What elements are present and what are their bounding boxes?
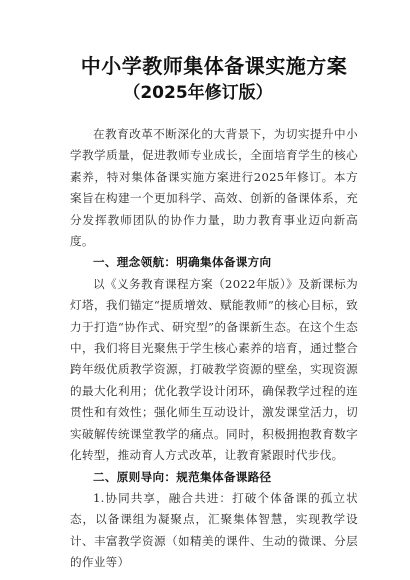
document-title: 中小学教师集体备课实施方案	[80, 54, 348, 78]
section-1-heading: 一、理念领航：明确集体备课方向	[93, 255, 272, 270]
section-2-paragraph: 1.协同共享，融合共进：打破个体备课的孤立状态，以备课组为凝聚点，汇聚集体智慧，实现教学设计、丰富教学资源（如精美的课件、生动的微课、分层的作业等）	[70, 490, 358, 570]
section-1-paragraph: 以《义务教育课程方案（2022年版）》及新课标为灯塔，我们锚定“提质增效、赋能教师”的核心目标，致力于打造“协作式、研究型”的备课新生态。在这个生态中，我们将目光聚焦于学生核心素养的培育，通过整合跨年级优质教学资源，打破教学资源的壁垒，实现资源的最大化利用；优化教学设计闭环，确保教学过程的连贯性和有效性；强化师生互动设计，激发课堂活力，切实破解传统课堂教学的痛点。同时，积极拥抱教育数字化转型，推动育人方式改革，让教育紧跟时代步伐。	[70, 276, 358, 463]
document-body	[70, 124, 358, 574]
document-subtitle: （2025年修订版）	[123, 83, 273, 103]
intro-paragraph: 在教育改革不断深化的大背景下，为切实提升中小学教学质量，促进教师专业成长，全面培育学生的核心素养，特对集体备课实施方案进行2025年修订。本方案旨在构建一个更加科学、高效、创新的备课体系，充分发挥教师团队的协作力量，助力教育事业迈向新高度。	[70, 127, 358, 249]
section-2-heading: 二、原则导向：规范集体备课路径	[93, 469, 272, 484]
